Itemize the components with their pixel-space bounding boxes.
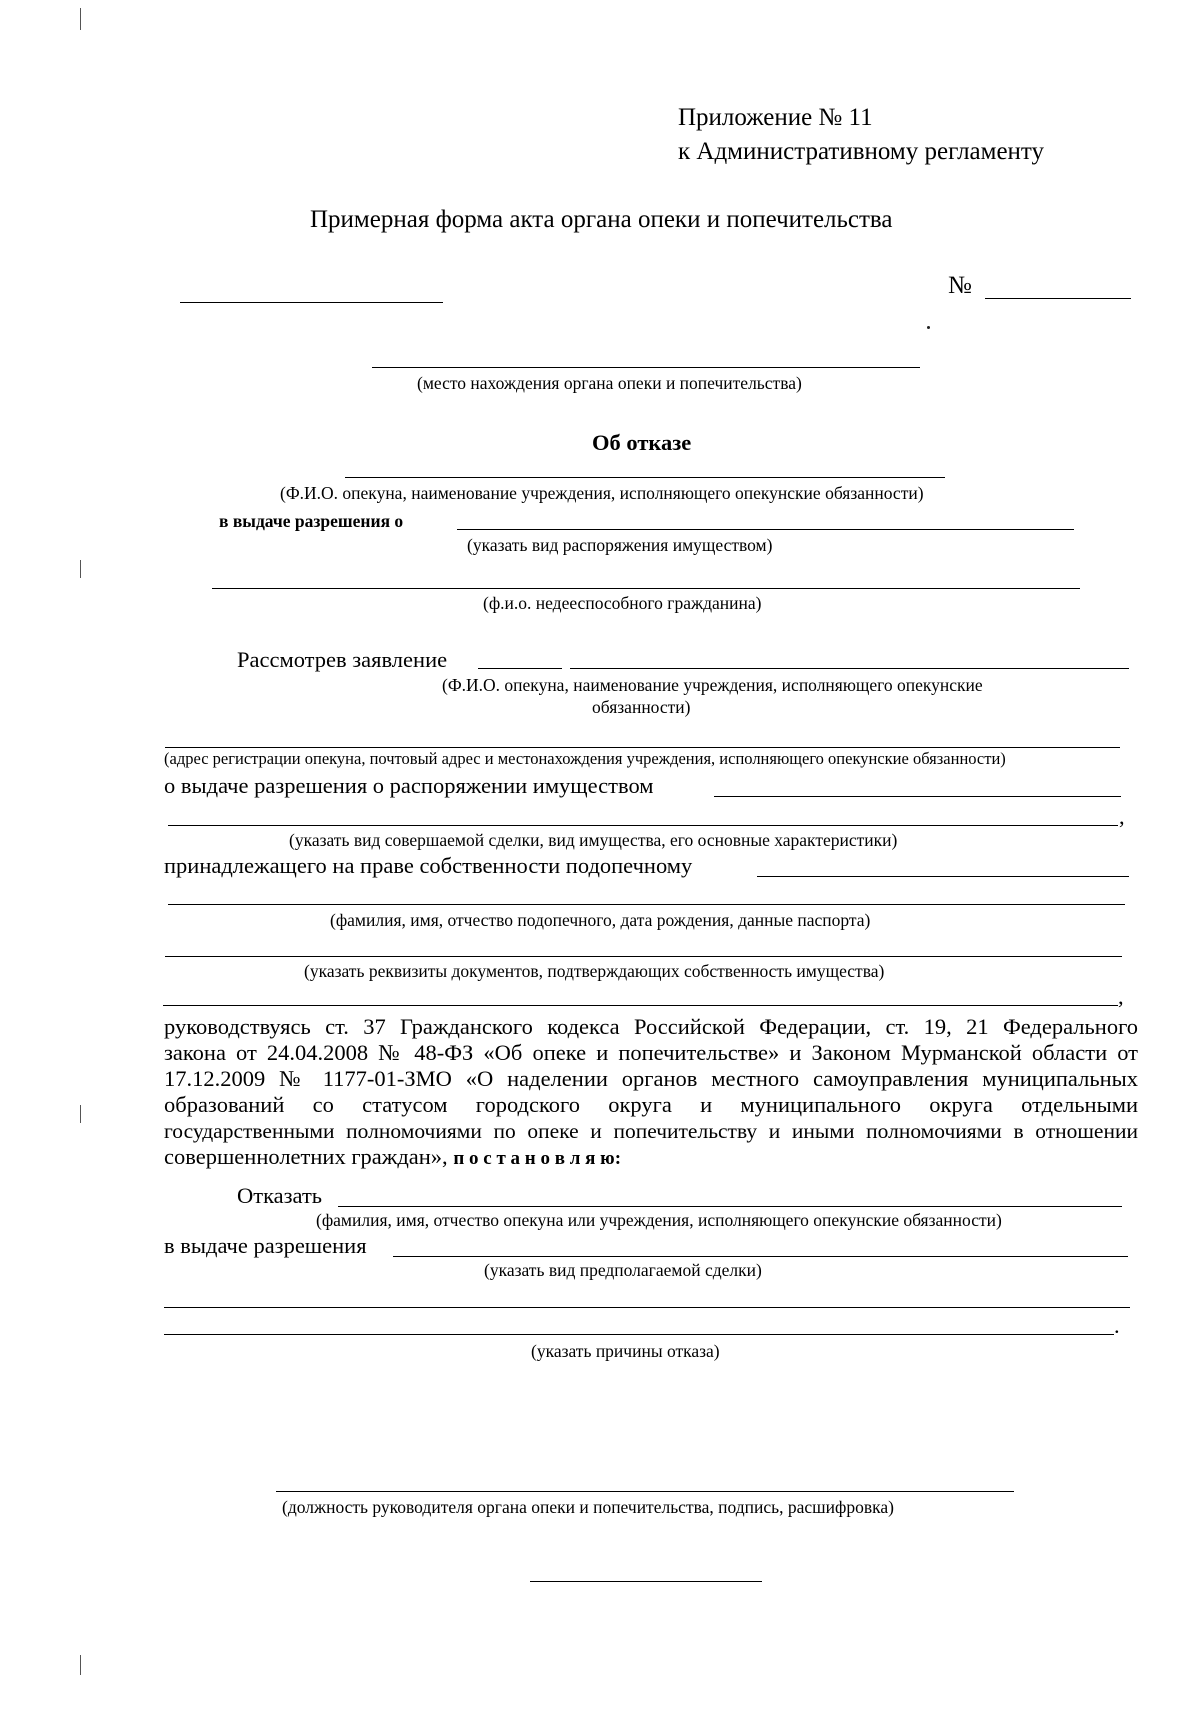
date-line <box>180 302 443 303</box>
scan-mark <box>80 8 81 30</box>
paragraph-line: закона от 24.04.2008 № 48-ФЗ «Об опеке и попечительстве» и Законом Мурманской области от <box>164 1040 1138 1065</box>
ward-line <box>757 876 1129 877</box>
reasons-line-1 <box>164 1307 1130 1308</box>
guardian-line <box>345 477 945 478</box>
location-line <box>372 367 920 368</box>
resolve-word: п о с т а н о в л я ю: <box>453 1148 622 1169</box>
deal-type-caption: (указать вид совершаемой сделки, вид имущества, его основные характеристики) <box>289 830 898 850</box>
reasons-period: . <box>1114 1313 1120 1338</box>
permit-disposal-label: о выдаче разрешения о распоряжении имуществом <box>164 773 654 798</box>
appendix-number: Приложение № 11 <box>678 104 873 131</box>
scan-mark <box>80 1655 81 1675</box>
intended-deal-caption: (указать вид предполагаемой сделки) <box>484 1260 762 1280</box>
regulation-reference: к Административному регламенту <box>678 138 1045 165</box>
ownership-docs-caption: (указать реквизиты документов, подтверждающих собственность имущества) <box>304 961 885 981</box>
incapable-line <box>212 588 1080 589</box>
scan-mark <box>80 1105 81 1123</box>
date-signature-line <box>530 1581 762 1582</box>
signature-caption: (должность руководителя органа опеки и попечительства, подпись, расшифровка) <box>282 1497 894 1517</box>
permit-line <box>457 529 1074 530</box>
body-paragraph <box>164 1014 1138 1170</box>
location-caption: (место нахождения органа опеки и попечительства) <box>417 373 802 393</box>
refuse-line <box>338 1206 1122 1207</box>
address-caption: (адрес регистрации опекуна, почтовый адрес и местонахождения учреждения, исполняющего опекунские обязанности) <box>164 749 1006 768</box>
refuse-caption: (фамилия, имя, отчество опекуна или учреждения, исполняющего опекунские обязанности) <box>316 1210 1002 1230</box>
application-date-line <box>478 668 562 669</box>
paragraph-line: руководствуясь ст. 37 Гражданского кодекса Российской Федерации, ст. 19, 21 Федерального <box>164 1014 1138 1039</box>
refusal-reasons-caption: (указать причины отказа) <box>531 1341 720 1361</box>
signature-line <box>276 1491 1014 1492</box>
document-title: Примерная форма акта органа опеки и попечительства <box>310 206 893 233</box>
disposal-line <box>714 796 1121 797</box>
permit-label: в выдаче разрешения о <box>219 511 404 531</box>
incapable-caption: (ф.и.о. недееспособного гражданина) <box>483 593 762 613</box>
deal-line <box>168 825 1118 826</box>
docs-continuation-line <box>163 1005 1118 1006</box>
reasons-line-2 <box>164 1334 1114 1335</box>
intended-deal-line <box>393 1256 1128 1257</box>
paragraph-last-text: совершеннолетних граждан», <box>164 1144 448 1169</box>
address-line <box>165 747 1120 748</box>
guardian-caption: (Ф.И.О. опекуна, наименование учреждения, исполняющего опекунские обязанности) <box>280 483 924 503</box>
paragraph-line: государственными полномочиями по опеке и попечительству и иными полномочиями в отношении <box>164 1119 1138 1143</box>
ownership-label: принадлежащего на праве собственности подопечному <box>164 853 693 878</box>
refuse-label: Отказать <box>237 1183 323 1208</box>
refusal-heading: Об отказе <box>592 430 692 455</box>
number-line <box>985 298 1131 299</box>
guardian-caption-2b: обязанности) <box>592 697 691 717</box>
paragraph-line: 17.12.2009 № 1177-01-ЗМО «О наделении органов местного самоуправления муниципальных <box>164 1066 1138 1091</box>
ownership-docs-line <box>165 956 1122 957</box>
docs-comma: , <box>1118 984 1124 1009</box>
applicant-line <box>570 668 1129 669</box>
guardian-caption-2a: (Ф.И.О. опекуна, наименование учреждения, исполняющего опекунские <box>442 675 983 695</box>
paragraph-line: образований со статусом городского округа и муниципального округа отдельными <box>164 1092 1138 1117</box>
ward-data-line <box>168 904 1125 905</box>
scan-mark <box>80 560 81 578</box>
disposal-type-caption: (указать вид распоряжения имуществом) <box>467 535 773 555</box>
scan-dot <box>927 326 930 329</box>
deal-comma: , <box>1119 804 1125 829</box>
considered-label: Рассмотрев заявление <box>237 647 448 672</box>
ward-data-caption: (фамилия, имя, отчество подопечного, дата рождения, данные паспорта) <box>330 910 871 930</box>
in-issuing-permit-label: в выдаче разрешения <box>164 1233 367 1258</box>
paragraph-last-line <box>164 1144 1138 1170</box>
number-sign: № <box>948 272 972 299</box>
